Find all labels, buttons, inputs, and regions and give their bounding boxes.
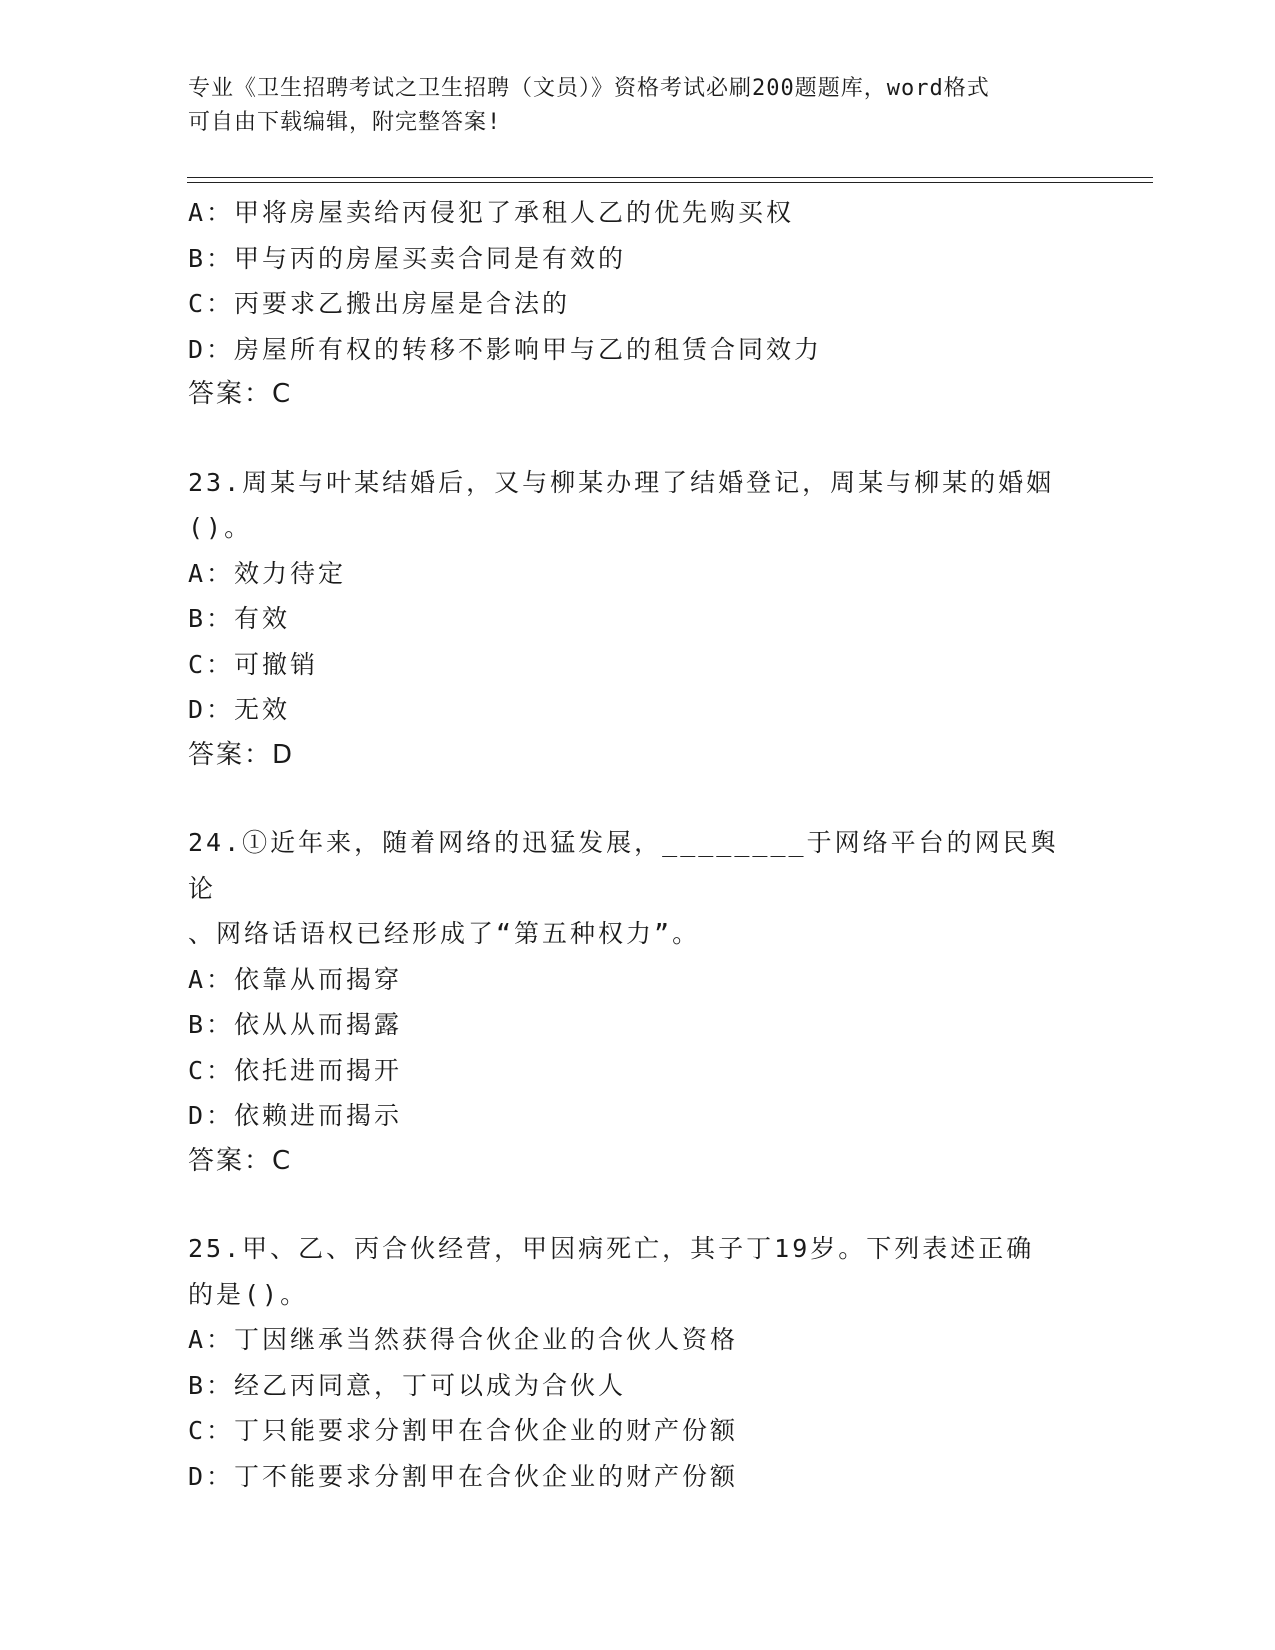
option-c: C：依托进而揭开 [188, 1055, 403, 1085]
question-25 [188, 1226, 1088, 1499]
option-b: B：有效 [188, 604, 291, 633]
spacer [188, 778, 1088, 820]
header-divider-bottom [187, 182, 1153, 183]
question-24 [188, 820, 1088, 1184]
option-c: C：丙要求乙搬出房屋是合法的 [188, 289, 571, 318]
answer: 答案：D [188, 739, 295, 770]
option-b: B：经乙丙同意，丁可以成为合伙人 [188, 1370, 627, 1400]
header-line-1: 专业《卫生招聘考试之卫生招聘（文员）》资格考试必刷200题题库，word格式 [188, 76, 990, 101]
question-stem-line-2: 、网络话语权已经形成了“第五种权力”。 [188, 919, 701, 948]
question-stem [188, 460, 1078, 551]
answer: 答案：C [188, 1145, 293, 1176]
question-stem-line-1: 24.①近年来，随着网络的迅猛发展，________于网络平台的网民舆论 [188, 828, 1059, 903]
option-d: D：丁不能要求分割甲在合伙企业的财产份额 [188, 1461, 739, 1491]
question-stem-line-1: 23.周某与叶某结婚后，又与柳某办理了结婚登记，周某与柳某的婚姻 [188, 467, 1055, 497]
question-stem-line-1: 25.甲、乙、丙合伙经营，甲因病死亡，其子丁19岁。下列表述正确 [188, 1234, 1035, 1263]
spacer [188, 418, 1088, 460]
question-list [188, 190, 1088, 1499]
question-stem [188, 820, 1078, 957]
document-header [188, 72, 1068, 140]
option-a: A：依靠从而揭穿 [188, 964, 403, 994]
question-22 [188, 190, 1088, 418]
option-a: A：丁因继承当然获得合伙企业的合伙人资格 [188, 1325, 739, 1354]
option-c: C：可撤销 [188, 649, 319, 679]
option-d: D：无效 [188, 695, 291, 724]
header-divider-top [187, 177, 1153, 178]
header-line-2: 可自由下载编辑，附完整答案! [188, 110, 502, 135]
question-stem-line-2: 的是()。 [188, 1279, 309, 1309]
option-a: A：效力待定 [188, 558, 347, 588]
question-stem-line-2: ()。 [188, 513, 253, 542]
question-stem [188, 1226, 1078, 1317]
question-23 [188, 460, 1088, 779]
option-c: C：丁只能要求分割甲在合伙企业的财产份额 [188, 1416, 739, 1445]
answer: 答案：C [188, 379, 293, 409]
option-b: B：甲与丙的房屋买卖合同是有效的 [188, 243, 627, 273]
option-b: B：依从从而揭露 [188, 1010, 403, 1039]
option-d: D：依赖进而揭示 [188, 1101, 403, 1130]
option-d: D：房屋所有权的转移不影响甲与乙的租赁合同效力 [188, 334, 823, 364]
spacer [188, 1184, 1088, 1226]
option-a: A：甲将房屋卖给丙侵犯了承租人乙的优先购买权 [188, 198, 795, 227]
